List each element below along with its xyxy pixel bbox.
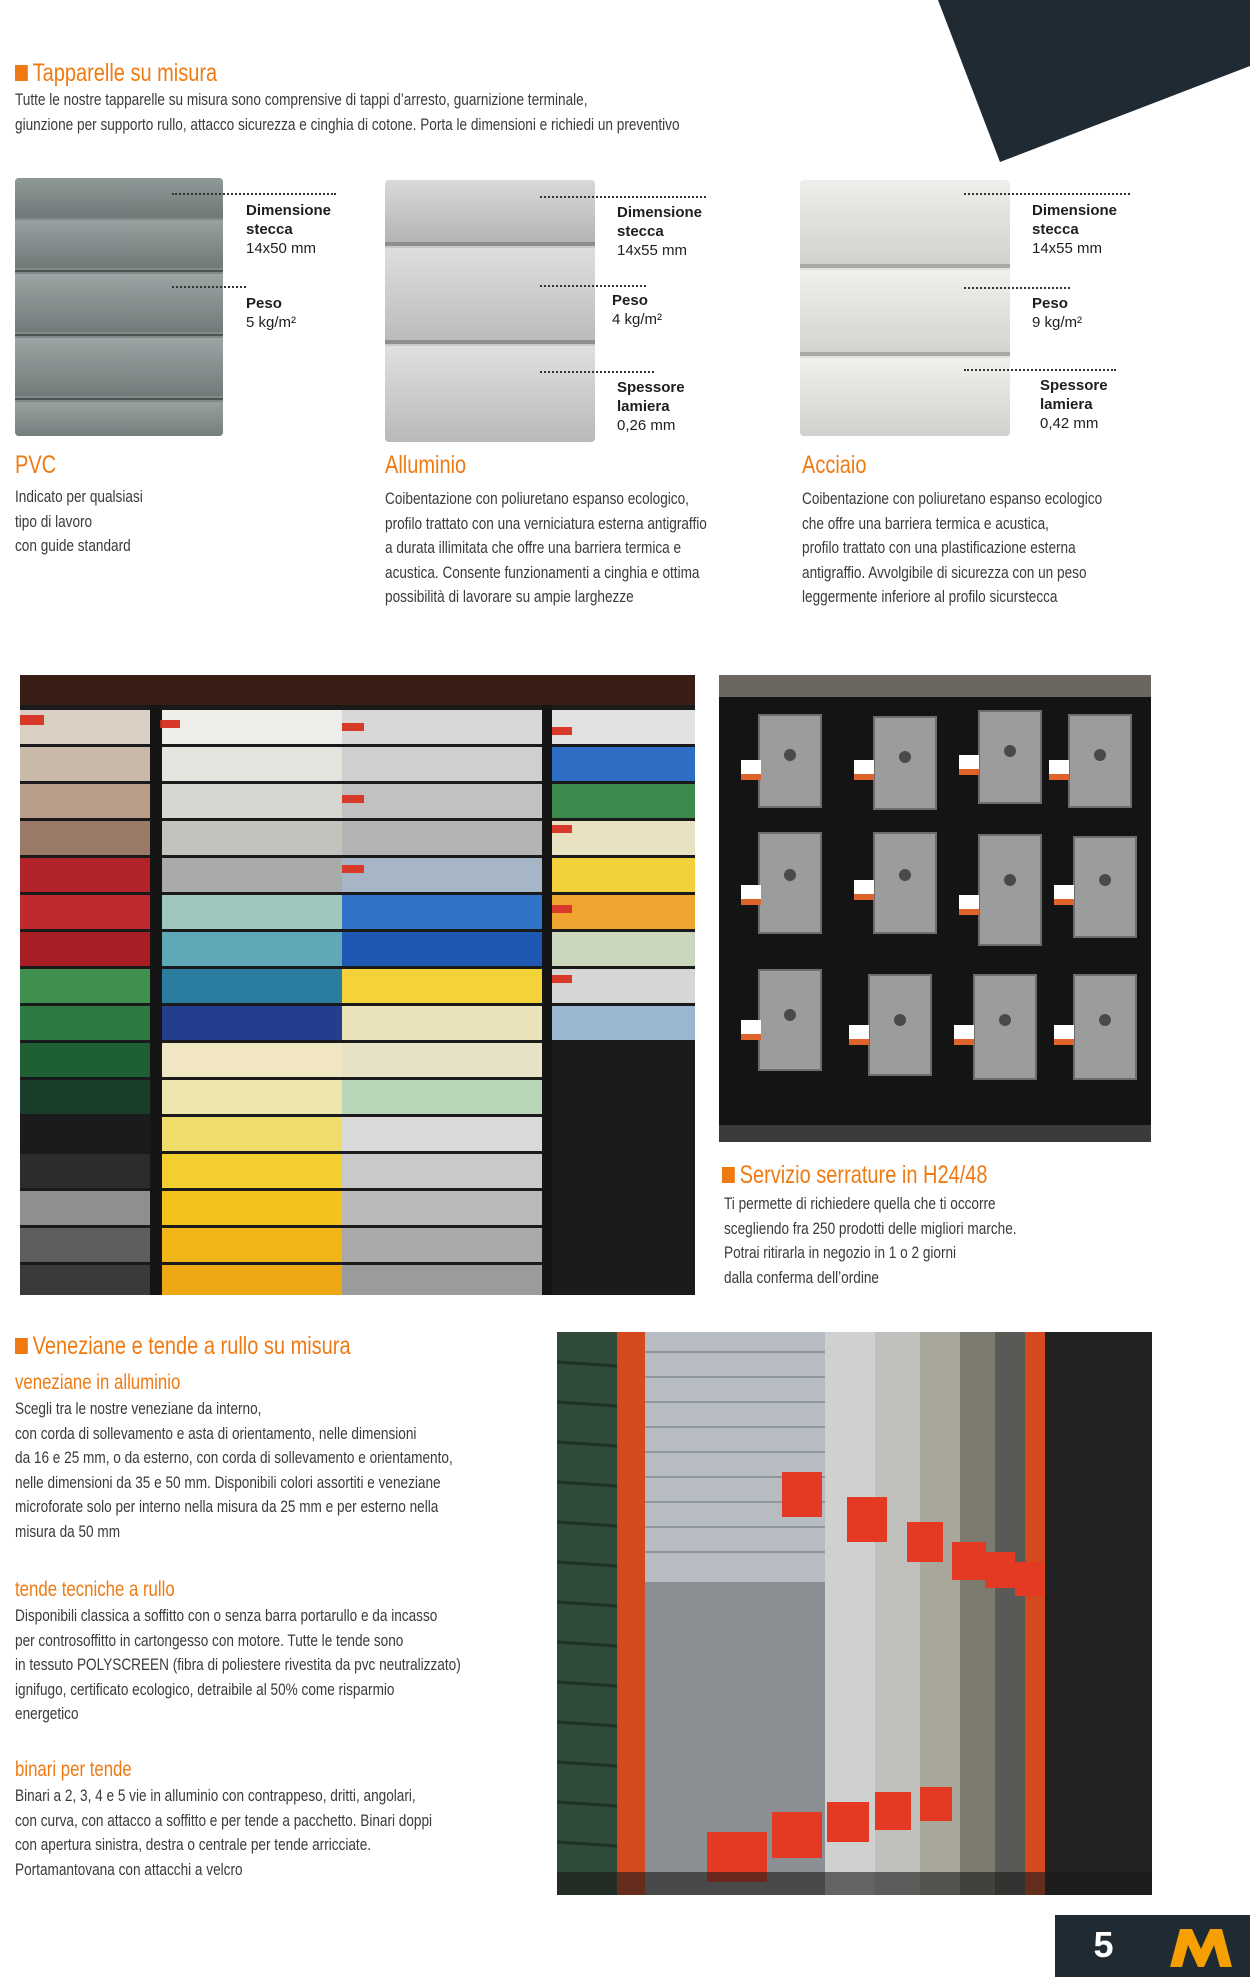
locks-description: Ti permette di richiedere quella che ti occorre scegliendo fra 250 prodotti delle migliori marche. Potrai ritirarla in negozio in 1 o 2 giorni dalla conferma dell’ordine xyxy=(724,1194,1017,1287)
venetian-subtitle: veneziane in alluminio xyxy=(15,1371,181,1394)
steel-description: Coibentazione con poliuretano espanso ecologico che offre una barriera termica e acustica, profilo trattato con una plastificazione esterna antigraffio. Avvolgibile di sicurezza con un peso leggermente inferiore al profilo sicurstecca xyxy=(802,489,1103,606)
intro-line: giunzione per supporto rullo, attacco sicurezza e cinghia di cotone. Porta le dimensioni e richiedi un preventivo xyxy=(15,114,680,134)
logo xyxy=(1152,1915,1250,1977)
aluminium-title: Alluminio xyxy=(385,451,467,479)
orange-square-bullet xyxy=(15,1338,28,1354)
blinds-photo xyxy=(557,1332,1152,1895)
page-number: 5 xyxy=(1093,1924,1114,1965)
steel-spec-thickness: Spessore lamiera 0,42 mm xyxy=(1040,377,1108,432)
shutters-intro xyxy=(15,88,680,137)
steel-spec-weight: Peso 9 kg/m² xyxy=(1032,295,1083,331)
steel-spec-dimension: Dimensione stecca 14x55 mm xyxy=(1032,202,1118,257)
shutter-colors-photo xyxy=(20,675,695,1295)
aluminium-description: Coibentazione con poliuretano espanso ecologico, profilo trattato con una verniciatura esterna antigraffio a durata illimitata che offre una barriera termica e acustica. Consente funzionamenti a cinghia e ottima possibilità di lavorare su ampie larghezze xyxy=(385,489,707,606)
shutters-title-text: Tapparelle su misura xyxy=(32,59,218,87)
rails-description: Binari a 2, 3, 4 e 5 vie in alluminio con contrappeso, dritti, angolari, con curva, con attacco a soffitto e per tende a pacchetto. Binari doppi con apertura sinistra, destra o centrale per tende arricciate. Portamantovana con attacchi a velcro xyxy=(15,1786,433,1879)
aluminium-spec-dimension: Dimensione stecca 14x55 mm xyxy=(617,204,703,259)
aluminium-spec-weight: Peso 4 kg/m² xyxy=(612,292,663,328)
steel-title: Acciaio xyxy=(802,451,867,479)
orange-square-bullet xyxy=(15,65,28,81)
pvc-shutter-image xyxy=(15,178,223,436)
orange-square-bullet xyxy=(722,1167,735,1183)
pvc-title: PVC xyxy=(15,451,57,479)
steel-shutter-image xyxy=(800,180,1010,436)
locks-title xyxy=(722,1160,988,1190)
aluminium-spec-thickness: Spessore lamiera 0,26 mm xyxy=(617,379,685,434)
roller-blinds-subtitle: tende tecniche a rullo xyxy=(15,1578,175,1601)
shutters-title xyxy=(15,58,217,88)
aluminium-shutter-image xyxy=(385,180,595,442)
venetian-description: Scegli tra le nostre veneziane da interno, con corda di sollevamento e asta di orientamento, nelle dimensioni da 16 e 25 mm, o da esterno, con corda di sollevamento e orientamento, nelle dimensioni da 35 e 50 mm. Disponibili colori assortiti e veneziane microforate solo per interno nella misura da 25 mm e per esterno nella misura da 50 mm xyxy=(15,1399,453,1541)
pvc-description: Indicato per qualsiasi tipo di lavoro con guide standard xyxy=(15,487,143,555)
blinds-title-text: Veneziane e tende a rullo su misura xyxy=(32,1332,351,1360)
pvc-spec-weight: Peso 5 kg/m² xyxy=(246,295,297,331)
locks-photo xyxy=(719,675,1151,1142)
pvc-spec-dimension: Dimensione stecca 14x50 mm xyxy=(246,202,332,257)
locks-title-text: Servizio serrature in H24/48 xyxy=(739,1161,988,1189)
roller-blinds-description: Disponibili classica a soffitto con o senza barra portarullo e da incasso per controsoffitto in cartongesso con motore. Tutte le tende sono in tessuto POLYSCREEN (fibra di poliestere rivestita da pvc neutralizzato) ignifugo, certificato ecologico, detraibile al 50% come risparmio energetico xyxy=(15,1606,461,1723)
rails-subtitle: binari per tende xyxy=(15,1758,132,1781)
blinds-title xyxy=(15,1331,351,1361)
intro-line: Tutte le nostre tapparelle su misura sono comprensive di tappi d’arresto, guarnizione terminale, xyxy=(15,90,588,109)
